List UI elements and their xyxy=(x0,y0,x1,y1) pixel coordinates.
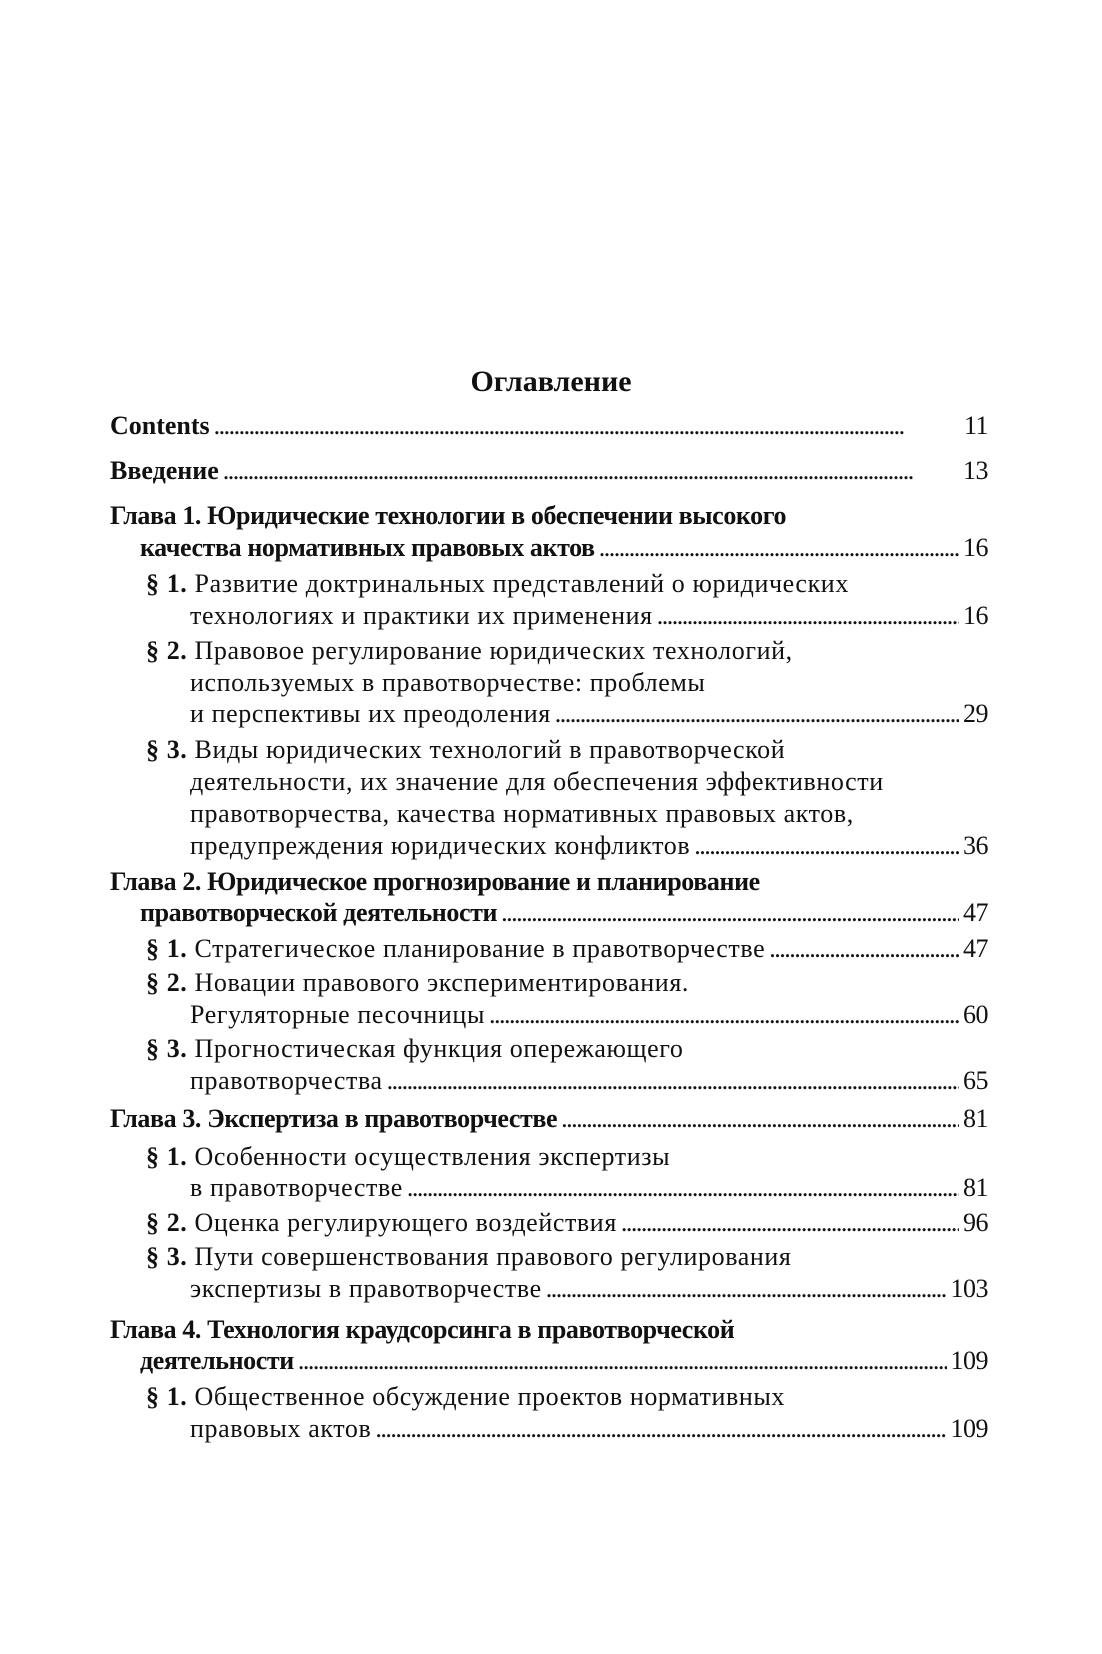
toc-entry-title: и перспективы их преодоления xyxy=(190,699,551,728)
section-number: § 2. xyxy=(146,1208,188,1237)
page-number: 29 xyxy=(963,699,988,728)
dot-leader xyxy=(769,932,959,966)
page-number: 103 xyxy=(950,1274,988,1303)
toc-entry-text xyxy=(146,1382,785,1411)
toc-entry-text xyxy=(190,799,854,828)
toc-entry-line xyxy=(146,966,988,1000)
toc-entry-line xyxy=(146,733,988,767)
toc-entry-line xyxy=(110,454,988,488)
toc-entry-text xyxy=(110,501,786,530)
dot-leader xyxy=(555,697,959,731)
toc-entry-line xyxy=(190,599,988,633)
page-number: 47 xyxy=(963,934,988,963)
dot-leader xyxy=(214,409,960,443)
toc-entry-text xyxy=(146,735,785,764)
toc-entry-title: Стратегическое планирование в правотворчестве xyxy=(194,934,766,963)
toc-entry-line xyxy=(146,1032,988,1066)
toc-entry-title: Виды юридических технологий в правотворческой xyxy=(194,735,786,764)
toc-entry-text xyxy=(190,829,690,863)
dot-leader xyxy=(387,1064,959,1098)
toc-entry-line xyxy=(146,1380,988,1414)
toc-entry-title: правовых актов xyxy=(190,1414,372,1443)
toc-entry-title: Глава 4. Технология краудсорсинга в правотворческой xyxy=(110,1315,735,1344)
toc-entry-title: в правотворчестве xyxy=(190,1173,403,1202)
toc-entry-line xyxy=(110,499,988,533)
toc-entry-text xyxy=(140,896,497,930)
toc-entry-title: Особенности осуществления экспертизы xyxy=(194,1142,671,1171)
toc-entry-title: Глава 1. Юридические технологии в обеспечении высокого xyxy=(110,501,787,530)
dot-leader xyxy=(375,1412,946,1446)
dot-leader xyxy=(599,531,959,565)
toc-entry-line xyxy=(140,896,988,930)
section-number: § 1. xyxy=(146,934,188,963)
toc-entry-line xyxy=(190,797,988,831)
toc-entry-line xyxy=(190,697,988,731)
page-number: 47 xyxy=(963,898,988,927)
toc-entry-line xyxy=(190,1412,988,1446)
page-number: 96 xyxy=(963,1208,988,1237)
toc-entry-title: Оценка регулирующего воздействия xyxy=(194,1208,617,1237)
toc-entry-title: правотворческой деятельности xyxy=(140,898,498,927)
page-number: 81 xyxy=(963,1104,988,1133)
dot-leader xyxy=(546,1272,947,1306)
page-number: 81 xyxy=(963,1173,988,1202)
toc-entry-text xyxy=(146,1034,684,1063)
toc-entry-text xyxy=(140,1344,294,1378)
toc-entry-line xyxy=(140,1344,988,1378)
toc-entry-text xyxy=(146,569,849,598)
dot-leader xyxy=(561,1102,959,1136)
toc-entry-line xyxy=(190,1064,988,1098)
toc-entry-title: Contents xyxy=(110,411,210,440)
toc-entry-text xyxy=(190,767,884,796)
page-number: 13 xyxy=(963,456,988,485)
toc-entry-title: Глава 3. Экспертиза в правотворчестве xyxy=(110,1104,558,1133)
toc-entry-line xyxy=(146,634,988,668)
toc-entry-line xyxy=(146,567,988,601)
toc-entry-text xyxy=(140,531,595,565)
page-title: Оглавление xyxy=(470,365,632,398)
toc-entry-text xyxy=(190,697,551,731)
toc-entry-line xyxy=(190,666,988,700)
toc-entry-text xyxy=(146,1206,617,1240)
toc-entry-line xyxy=(146,1240,988,1274)
page-number: 11 xyxy=(963,411,988,440)
dot-leader xyxy=(657,599,959,633)
dot-leader xyxy=(407,1171,959,1205)
section-number: § 2. xyxy=(146,968,188,997)
toc-entry-text xyxy=(190,1171,403,1205)
toc-entry-text xyxy=(110,1315,734,1344)
toc-entry-text xyxy=(146,968,689,997)
toc-entry-line xyxy=(146,932,988,966)
toc-entry-line xyxy=(190,1171,988,1205)
toc-entry-line xyxy=(110,409,988,443)
toc-entry-line xyxy=(190,829,988,863)
section-number: § 2. xyxy=(146,636,188,665)
toc-entry-text xyxy=(110,1102,557,1136)
toc-entry-text xyxy=(190,1412,371,1446)
toc-entry-title: технологиях и практики их применения xyxy=(190,601,653,630)
toc-entry-text xyxy=(190,998,485,1032)
toc-entry-title: правотворчества xyxy=(190,1066,383,1095)
toc-entry-line xyxy=(110,865,988,899)
dot-leader xyxy=(223,454,959,488)
page-number: 36 xyxy=(963,831,988,860)
page-number: 109 xyxy=(950,1414,988,1443)
toc-entry-line xyxy=(146,1140,988,1174)
dot-leader xyxy=(621,1206,959,1240)
toc-entry-text xyxy=(110,867,760,896)
toc-entry-text xyxy=(110,454,219,488)
section-number: § 3. xyxy=(146,1034,188,1063)
section-number: § 1. xyxy=(146,569,188,598)
toc-entry-title: Регуляторные песочницы xyxy=(190,1000,486,1029)
section-number: § 1. xyxy=(146,1382,188,1411)
toc-entry-text xyxy=(190,1272,542,1306)
toc-entry-title: Общественное обсуждение проектов нормативных xyxy=(194,1382,786,1411)
page-number: 16 xyxy=(963,533,988,562)
section-number: § 3. xyxy=(146,1242,188,1271)
section-number: § 3. xyxy=(146,735,188,764)
toc-entry-title: качества нормативных правовых актов xyxy=(140,533,595,562)
toc-entry-title: экспертизы в правотворчестве xyxy=(190,1274,542,1303)
page-number: 109 xyxy=(950,1346,988,1375)
page-number: 16 xyxy=(963,601,988,630)
toc-entry-title: деятельности xyxy=(140,1346,294,1375)
toc-entry-line xyxy=(140,531,988,565)
section-number: § 1. xyxy=(146,1142,188,1171)
toc-entry-line xyxy=(190,1272,988,1306)
dot-leader xyxy=(298,1344,947,1378)
toc-entry-line xyxy=(110,1102,988,1136)
toc-entry-title: правотворчества, качества нормативных правовых актов, xyxy=(190,799,854,828)
toc-entry-text xyxy=(146,1242,792,1271)
toc-entry-text xyxy=(190,1064,383,1098)
toc-entry-text xyxy=(146,1142,670,1171)
toc-entry-title: Глава 2. Юридическое прогнозирование и планирование xyxy=(110,867,760,896)
toc-entry-title: Новации правового экспериментирования. xyxy=(194,968,689,997)
page-number: 65 xyxy=(963,1066,988,1095)
toc-entry-text xyxy=(146,636,793,665)
toc-entry-title: Пути совершенствования правового регулирования xyxy=(194,1242,792,1271)
toc-entry-title: Правовое регулирование юридических технологий, xyxy=(194,636,793,665)
toc-entry-text xyxy=(190,668,706,697)
dot-leader xyxy=(694,829,959,863)
toc-entry-text xyxy=(110,409,210,443)
toc-entry-title: Введение xyxy=(110,456,219,485)
toc-entry-line xyxy=(190,998,988,1032)
toc-entry-line xyxy=(146,1206,988,1240)
toc-entry-title: Развитие доктринальных представлений о юридических xyxy=(194,569,849,598)
toc-entry-text xyxy=(146,932,765,966)
dot-leader xyxy=(501,896,959,930)
toc-entry-title: предупреждения юридических конфликтов xyxy=(190,831,691,860)
page-number: 60 xyxy=(963,1000,988,1029)
toc-entry-title: деятельности, их значение для обеспечения эффективности xyxy=(190,767,884,796)
toc-entry-title: используемых в правотворчестве: проблемы xyxy=(190,668,706,697)
toc-entry-text xyxy=(190,599,653,633)
toc-entry-title: Прогностическая функция опережающего xyxy=(194,1034,684,1063)
toc-entry-line xyxy=(110,1313,988,1347)
toc-entry-line xyxy=(190,765,988,799)
dot-leader xyxy=(489,998,959,1032)
